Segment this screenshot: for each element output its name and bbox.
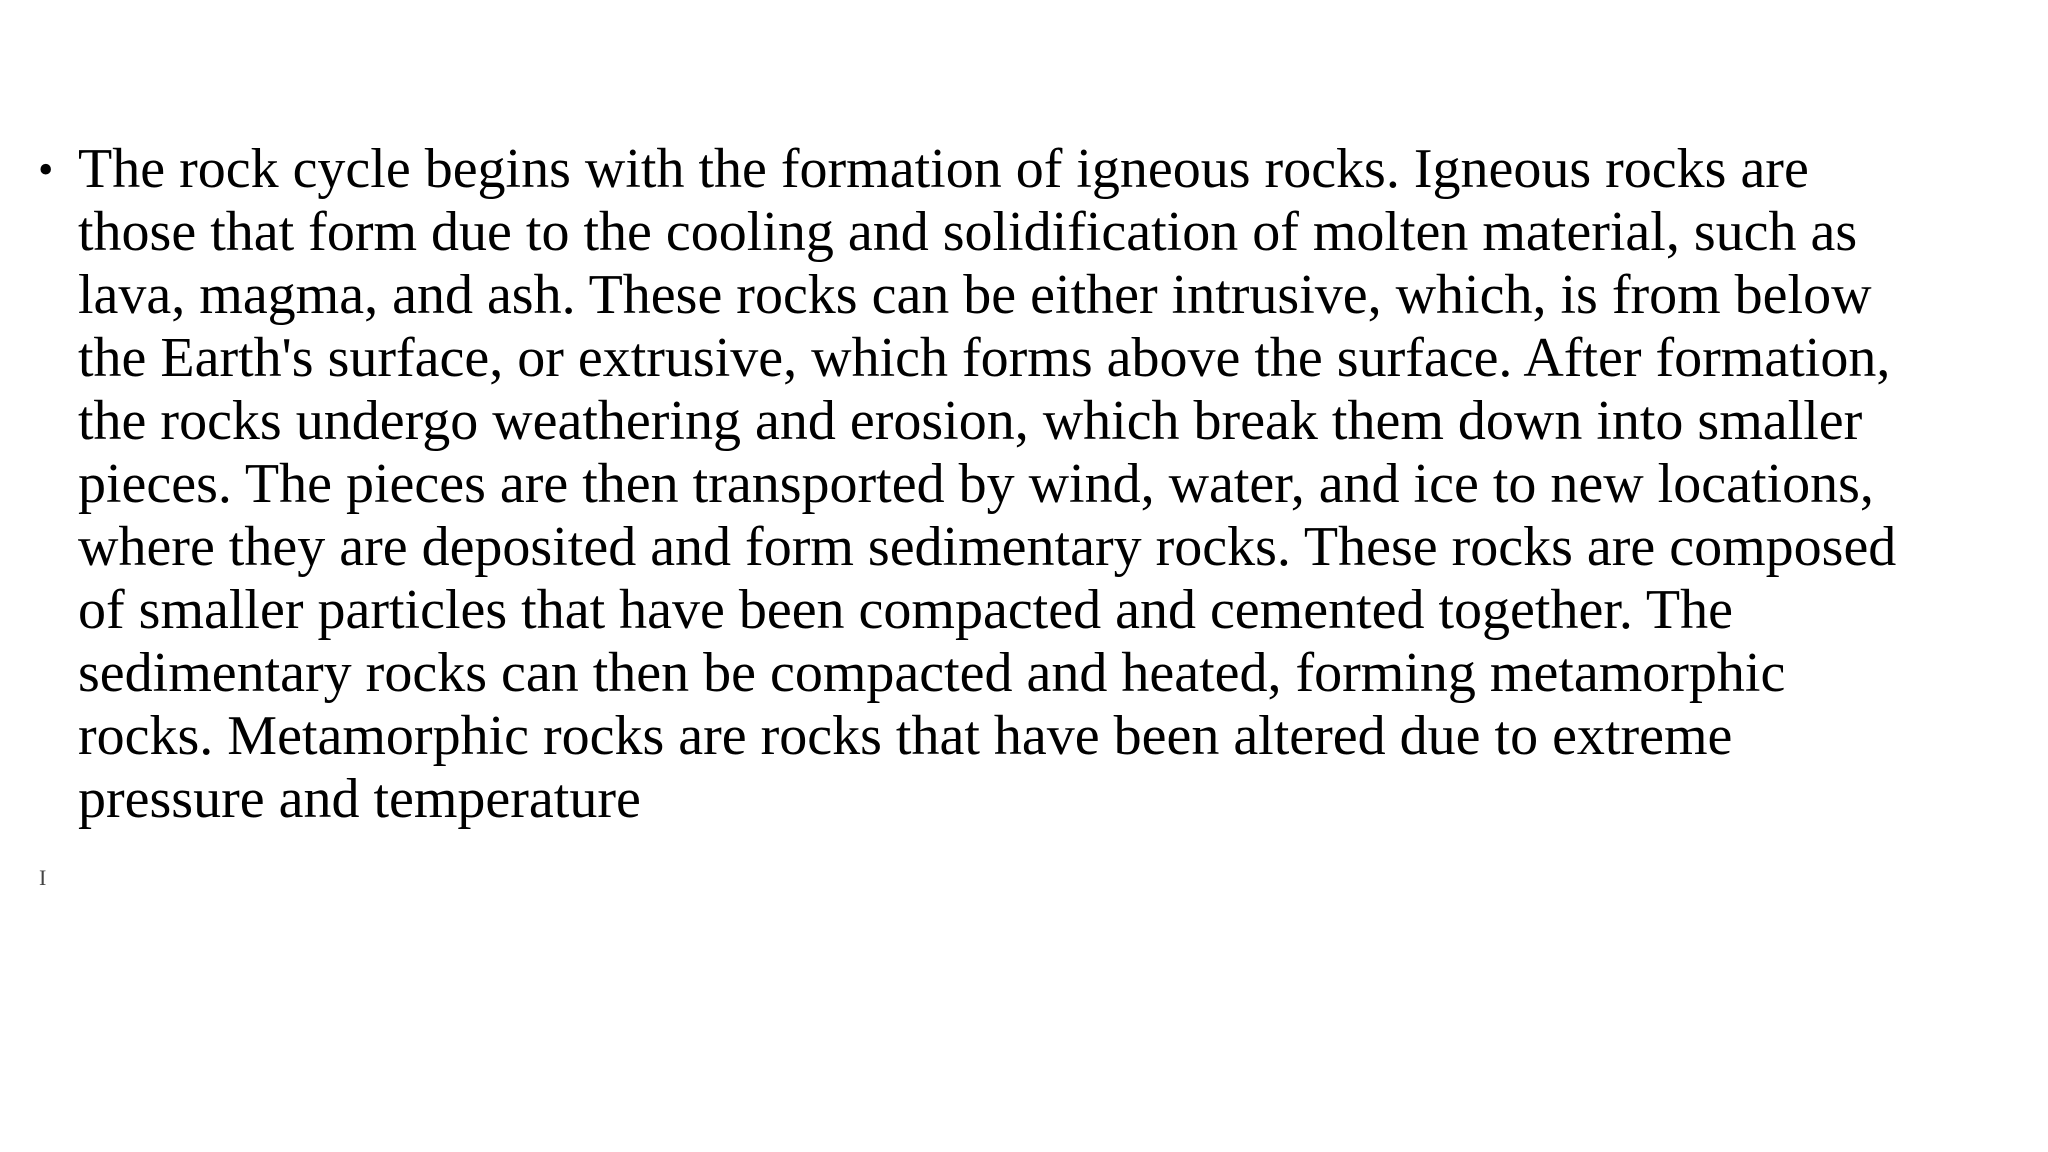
bullet-text[interactable]: The rock cycle begins with the formation of igneous rocks. Igneous rocks are those that form due to the cooling and solidification of molten material, such as lava, magma, and ash. These rocks can be either intrusive, which, is from below the Earth's surface, or extrusive, which forms above the surface. After formation, the rocks undergo weathering and erosion, which break them down into smaller pieces. The pieces are then transported by wind, water, and ice to new locations, where they are deposited and form sedimentary rocks. These rocks are composed of smaller particles that have been compacted and cemented together. The sedimentary rocks can then be compacted and heated, forming metamorphic rocks. Metamorphic rocks are rocks that have been altered due to extreme pressure and temperature: [78, 138, 1897, 830]
bullet-list: [38, 138, 1918, 831]
bullet-marker: •: [38, 145, 54, 194]
text-cursor-icon: I: [39, 865, 47, 890]
bullet-item[interactable]: [38, 138, 1918, 831]
